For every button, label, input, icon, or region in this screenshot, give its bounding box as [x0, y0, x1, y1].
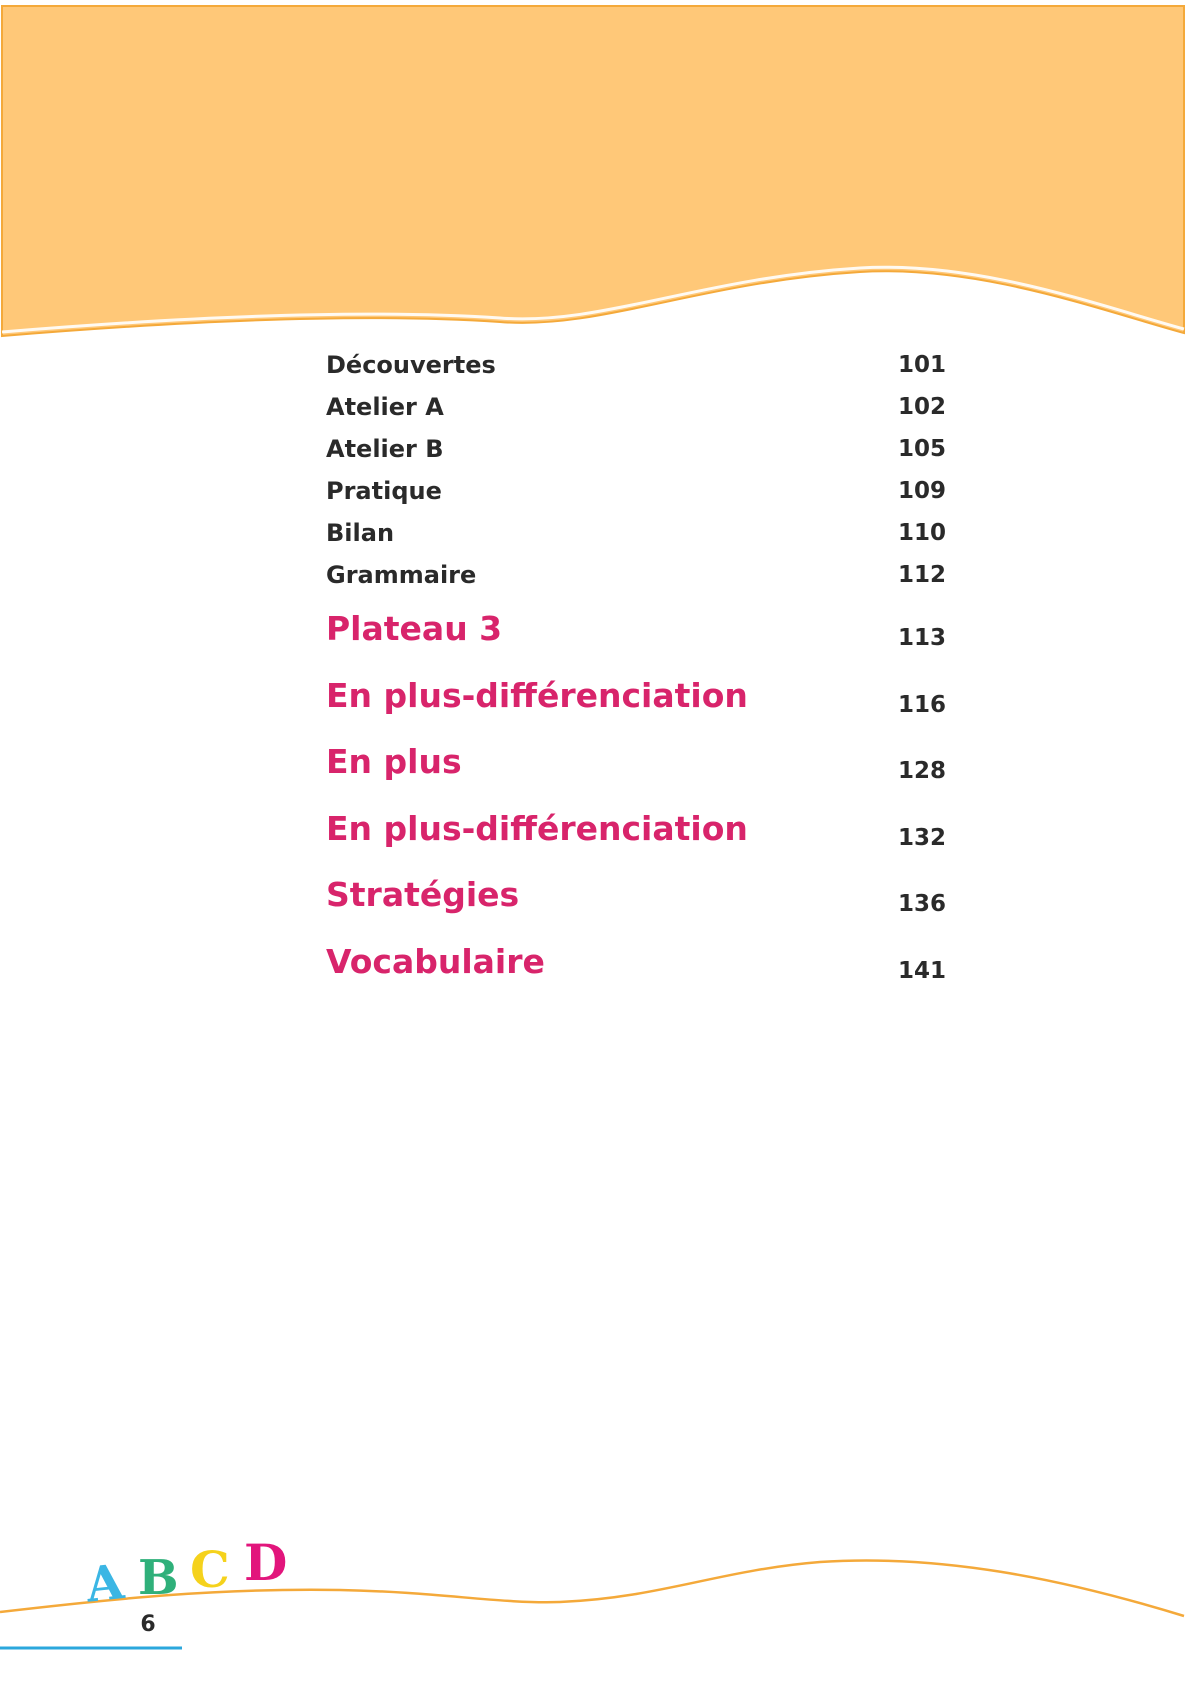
- toc-entry-title: Atelier B: [326, 435, 444, 463]
- toc-entry-title: Découvertes: [326, 351, 496, 379]
- toc-entry[interactable]: [326, 387, 946, 429]
- page-number: 6: [140, 1612, 156, 1637]
- toc-section-entry[interactable]: [326, 940, 946, 1007]
- toc-section-title: En plus-différenciation: [326, 675, 748, 715]
- toc-section-entry[interactable]: [326, 607, 946, 674]
- toc-entry-title: Pratique: [326, 477, 442, 505]
- toc-section-title: Vocabulaire: [326, 941, 545, 981]
- header-band: [0, 0, 1190, 350]
- toc-entry-page: 109: [897, 478, 946, 504]
- toc-section-title: Stratégies: [326, 875, 520, 914]
- toc-entry-page: 110: [897, 520, 946, 546]
- toc-section-page: 136: [897, 891, 946, 917]
- toc-section-page: 116: [897, 691, 946, 718]
- toc-entry[interactable]: [326, 555, 946, 597]
- toc-section-page: 113: [897, 625, 946, 651]
- header-wave-fill: [2, 6, 1184, 336]
- toc-section-page: 141: [897, 957, 946, 984]
- letter-c-logo: C: [190, 1540, 230, 1599]
- toc-entry-title: Grammaire: [326, 561, 477, 589]
- toc-entry-page: 102: [897, 394, 946, 420]
- toc-section-title: Plateau 3: [326, 609, 503, 648]
- toc-entry-page: 105: [897, 436, 946, 462]
- toc-section-entry[interactable]: [326, 873, 946, 940]
- table-of-contents: [326, 345, 946, 1006]
- toc-section-title: En plus: [326, 742, 462, 781]
- letter-b-logo: B: [138, 1550, 179, 1606]
- toc-entry[interactable]: [326, 471, 946, 513]
- footer-art: [0, 1520, 1190, 1670]
- toc-section-page: 132: [897, 824, 946, 851]
- toc-section-title: En plus-différenciation: [326, 808, 748, 848]
- toc-section-entry[interactable]: [326, 807, 946, 874]
- letter-d-logo: D: [244, 1533, 288, 1592]
- toc-entry-page: 112: [897, 562, 946, 588]
- toc-section-page: 128: [897, 758, 946, 784]
- toc-section-entry[interactable]: [326, 740, 946, 807]
- toc-section-entry[interactable]: [326, 674, 946, 741]
- toc-entry[interactable]: [326, 345, 946, 387]
- toc-entry[interactable]: [326, 513, 946, 555]
- toc-entry-page: 101: [897, 352, 946, 378]
- toc-entry-title: Atelier A: [326, 393, 444, 421]
- toc-entry-title: Bilan: [326, 519, 395, 547]
- letter-a-logo: A: [83, 1554, 127, 1614]
- toc-entry[interactable]: [326, 429, 946, 471]
